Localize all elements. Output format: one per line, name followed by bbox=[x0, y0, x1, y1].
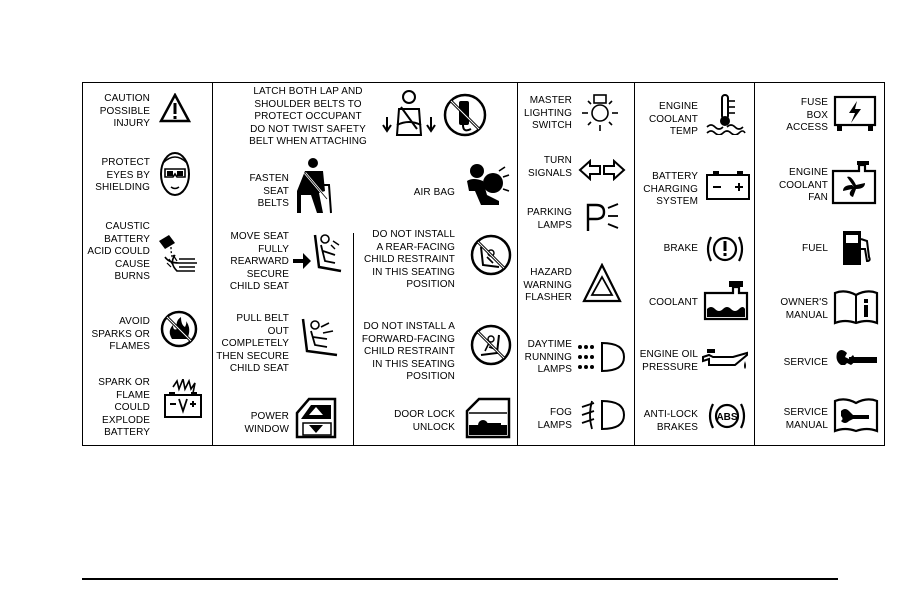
brake-icon bbox=[705, 231, 745, 267]
label-coolant-fan: ENGINE COOLANT FAN bbox=[778, 167, 828, 203]
service-manual-icon bbox=[833, 397, 879, 433]
label-air-bag: AIR BAG bbox=[413, 187, 455, 198]
label-service-manual: SERVICE MANUAL bbox=[783, 407, 828, 431]
fuse-box-icon bbox=[833, 95, 877, 133]
label-protect-eyes: PROTECT EYES BY SHIELDING bbox=[95, 157, 150, 193]
column-lighting bbox=[518, 83, 635, 445]
label-door-lock: DOOR LOCK UNLOCK bbox=[394, 409, 455, 433]
abs-icon bbox=[707, 399, 747, 433]
hazard-icon bbox=[582, 263, 622, 303]
label-power-window: POWER WINDOW bbox=[244, 411, 289, 435]
inner-divider bbox=[353, 233, 354, 445]
parking-lamps-icon bbox=[584, 203, 620, 233]
label-turn-signals: TURN SIGNALS bbox=[527, 155, 572, 179]
label-fasten-seat-belts: FASTEN SEAT BELTS bbox=[249, 173, 289, 209]
column-warnings bbox=[635, 83, 755, 445]
label-coolant-temp: ENGINE COOLANT TEMP bbox=[648, 101, 698, 137]
battery-explode-icon bbox=[161, 379, 205, 421]
owners-manual-icon bbox=[833, 289, 879, 325]
fog-lamps-icon bbox=[578, 399, 626, 431]
symbol-chart bbox=[82, 82, 885, 446]
label-coolant: COOLANT bbox=[648, 297, 698, 308]
no-flame-icon bbox=[159, 309, 199, 349]
label-fuse-box: FUSE BOX ACCESS bbox=[786, 97, 828, 133]
footer-rule bbox=[82, 578, 838, 580]
label-fog-lamps: FOG LAMPS bbox=[537, 407, 572, 431]
label-avoid-sparks: AVOID SPARKS OR FLAMES bbox=[91, 316, 150, 352]
label-master-lighting: MASTER LIGHTING SWITCH bbox=[523, 95, 572, 131]
label-no-rear-facing: DO NOT INSTALL A REAR-FACING CHILD RESTRAINT IN THIS SEATING POSITION bbox=[364, 229, 455, 290]
coolant-fan-icon bbox=[831, 159, 877, 205]
label-no-forward-facing: DO NOT INSTALL A FORWARD-FACING CHILD RESTRAINT IN THIS SEATING POSITION bbox=[361, 321, 455, 382]
oil-pressure-icon bbox=[701, 347, 751, 373]
move-seat-icon bbox=[291, 231, 343, 277]
power-window-icon bbox=[295, 397, 337, 439]
air-bag-icon bbox=[463, 161, 511, 205]
label-fuel: FUEL bbox=[802, 243, 828, 254]
fuel-icon bbox=[841, 227, 875, 267]
label-owners-manual: OWNER'S MANUAL bbox=[780, 297, 828, 321]
label-spark-flame-battery: SPARK OR FLAME COULD EXPLODE BATTERY bbox=[98, 377, 150, 438]
daytime-lamps-icon bbox=[576, 341, 626, 373]
door-lock-icon bbox=[465, 397, 511, 439]
acid-burn-icon bbox=[155, 233, 203, 273]
service-icon bbox=[835, 347, 879, 373]
label-caution: CAUTION POSSIBLE INJURY bbox=[99, 93, 150, 129]
turn-signals-icon bbox=[578, 159, 626, 181]
abs-icon-text: ABS bbox=[716, 412, 738, 423]
label-oil-pressure: ENGINE OIL PRESSURE bbox=[639, 349, 698, 373]
seat-belt-icon bbox=[295, 157, 335, 215]
label-abs: ANTI-LOCK BRAKES bbox=[643, 409, 698, 433]
battery-icon bbox=[705, 169, 751, 201]
coolant-temp-icon bbox=[705, 93, 747, 135]
label-latch-belts: LATCH BOTH LAP AND SHOULDER BELTS TO PROTECT OCCUPANT DO NOT TWIST SAFETY BELT WHEN ATTACHING bbox=[249, 86, 367, 147]
label-caustic-acid: CAUSTIC BATTERY ACID COULD CAUSE BURNS bbox=[87, 221, 150, 282]
label-parking-lamps: PARKING LAMPS bbox=[527, 207, 572, 231]
coolant-icon bbox=[703, 279, 749, 321]
column-service bbox=[755, 83, 886, 445]
label-brake: BRAKE bbox=[663, 243, 698, 254]
label-move-seat: MOVE SEAT FULLY REARWARD SECURE CHILD SEAT bbox=[229, 231, 289, 292]
latch-belts-icon bbox=[381, 89, 491, 141]
label-service: SERVICE bbox=[783, 357, 828, 368]
caution-triangle-icon bbox=[159, 93, 191, 123]
no-forward-facing-icon bbox=[469, 323, 513, 367]
pull-belt-icon bbox=[295, 315, 341, 361]
label-pull-belt: PULL BELT OUT COMPLETELY THEN SECURE CHILD SEAT bbox=[216, 313, 289, 374]
column-safety bbox=[83, 83, 213, 445]
eye-shield-icon bbox=[157, 147, 193, 199]
column-restraints bbox=[213, 83, 518, 445]
label-battery-charging: BATTERY CHARGING SYSTEM bbox=[643, 171, 698, 207]
label-daytime-lamps: DAYTIME RUNNING LAMPS bbox=[524, 339, 572, 375]
master-lighting-icon bbox=[580, 93, 620, 133]
label-hazard: HAZARD WARNING FLASHER bbox=[523, 267, 572, 303]
no-rear-facing-icon bbox=[469, 233, 513, 277]
